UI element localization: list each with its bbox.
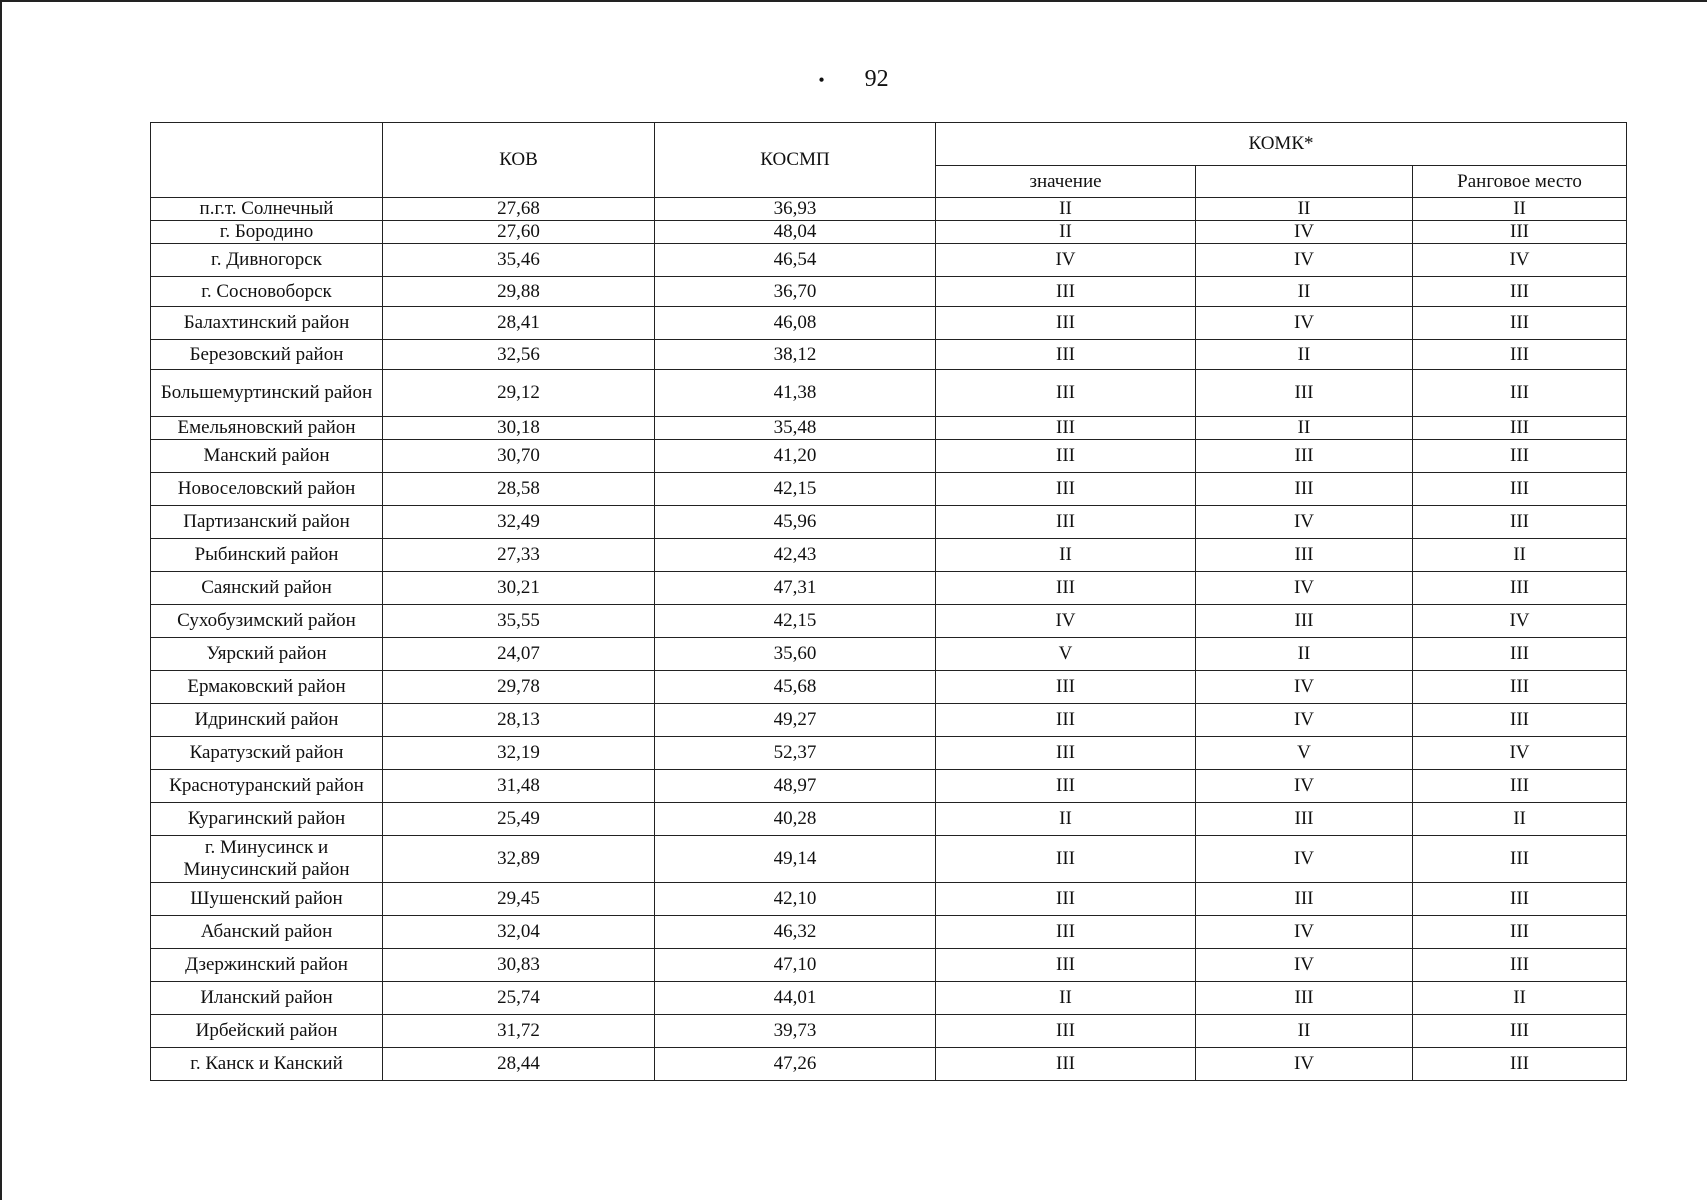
- cell-kosmp: 49,14: [655, 836, 936, 883]
- cell-kosmp: 49,27: [655, 704, 936, 737]
- cell-komk-value: III: [936, 506, 1196, 539]
- cell-komk-value: III: [936, 440, 1196, 473]
- cell-kosmp: 47,26: [655, 1048, 936, 1081]
- table-row: [151, 949, 1627, 982]
- cell-komk-rank: III: [1413, 370, 1627, 417]
- cell-region: Шушенский район: [151, 883, 383, 916]
- cell-komk-rank: III: [1413, 1048, 1627, 1081]
- cell-region: Рыбинский район: [151, 539, 383, 572]
- cell-region: г. Дивногорск: [151, 244, 383, 277]
- table-row: [151, 1048, 1627, 1081]
- cell-komk-2: III: [1196, 440, 1413, 473]
- cell-komk-value: III: [936, 1048, 1196, 1081]
- cell-komk-rank: III: [1413, 473, 1627, 506]
- table-row: [151, 417, 1627, 440]
- cell-komk-2: IV: [1196, 1048, 1413, 1081]
- cell-komk-value: IV: [936, 244, 1196, 277]
- cell-komk-value: II: [936, 982, 1196, 1015]
- cell-kov: 29,12: [383, 370, 655, 417]
- cell-kov: 32,19: [383, 737, 655, 770]
- cell-region: Емельяновский район: [151, 417, 383, 440]
- cell-kosmp: 47,10: [655, 949, 936, 982]
- cell-region: Сухобузимский район: [151, 605, 383, 638]
- cell-komk-2: III: [1196, 605, 1413, 638]
- cell-komk-2: V: [1196, 737, 1413, 770]
- cell-kosmp: 52,37: [655, 737, 936, 770]
- cell-kosmp: 42,43: [655, 539, 936, 572]
- cell-region: Абанский район: [151, 916, 383, 949]
- cell-komk-2: II: [1196, 638, 1413, 671]
- cell-komk-rank: IV: [1413, 244, 1627, 277]
- header-region: [151, 123, 383, 198]
- cell-komk-2: IV: [1196, 307, 1413, 340]
- cell-kov: 24,07: [383, 638, 655, 671]
- cell-region: г. Бородино: [151, 221, 383, 244]
- cell-kov: 27,33: [383, 539, 655, 572]
- cell-komk-2: II: [1196, 417, 1413, 440]
- table-row: [151, 605, 1627, 638]
- cell-komk-value: II: [936, 803, 1196, 836]
- cell-kosmp: 35,48: [655, 417, 936, 440]
- cell-komk-value: III: [936, 949, 1196, 982]
- cell-region: Краснотуранский район: [151, 770, 383, 803]
- cell-kosmp: 38,12: [655, 340, 936, 370]
- cell-kosmp: 42,15: [655, 473, 936, 506]
- table-row: [151, 982, 1627, 1015]
- cell-komk-value: III: [936, 883, 1196, 916]
- cell-komk-rank: III: [1413, 883, 1627, 916]
- cell-komk-rank: II: [1413, 539, 1627, 572]
- cell-komk-rank: III: [1413, 704, 1627, 737]
- cell-kov: 29,78: [383, 671, 655, 704]
- cell-kosmp: 44,01: [655, 982, 936, 1015]
- cell-komk-value: III: [936, 671, 1196, 704]
- cell-komk-rank: III: [1413, 340, 1627, 370]
- cell-region: г. Минусинск и Минусинский район: [151, 836, 383, 883]
- cell-kosmp: 36,93: [655, 198, 936, 221]
- header-kosmp: КОСМП: [655, 123, 936, 198]
- cell-kov: 25,49: [383, 803, 655, 836]
- cell-kov: 32,56: [383, 340, 655, 370]
- cell-komk-2: IV: [1196, 916, 1413, 949]
- cell-komk-value: III: [936, 770, 1196, 803]
- cell-komk-value: III: [936, 737, 1196, 770]
- cell-kosmp: 47,31: [655, 572, 936, 605]
- cell-komk-rank: II: [1413, 803, 1627, 836]
- header-komk-value: значение: [936, 166, 1196, 198]
- cell-komk-2: IV: [1196, 671, 1413, 704]
- cell-region: Уярский район: [151, 638, 383, 671]
- cell-komk-2: III: [1196, 803, 1413, 836]
- cell-komk-rank: III: [1413, 836, 1627, 883]
- cell-kov: 29,88: [383, 277, 655, 307]
- table-row: [151, 307, 1627, 340]
- cell-kosmp: 40,28: [655, 803, 936, 836]
- cell-komk-2: IV: [1196, 506, 1413, 539]
- cell-kosmp: 45,96: [655, 506, 936, 539]
- table-row: [151, 440, 1627, 473]
- cell-komk-rank: III: [1413, 506, 1627, 539]
- table-row: [151, 836, 1627, 883]
- cell-komk-rank: III: [1413, 770, 1627, 803]
- cell-kosmp: 46,54: [655, 244, 936, 277]
- cell-kov: 31,72: [383, 1015, 655, 1048]
- cell-komk-value: III: [936, 1015, 1196, 1048]
- table-row: [151, 340, 1627, 370]
- cell-region: Курагинский район: [151, 803, 383, 836]
- cell-komk-2: IV: [1196, 244, 1413, 277]
- cell-kov: 30,21: [383, 572, 655, 605]
- cell-region: Дзержинский район: [151, 949, 383, 982]
- table-row: [151, 704, 1627, 737]
- cell-kov: 35,55: [383, 605, 655, 638]
- cell-kov: 28,44: [383, 1048, 655, 1081]
- cell-kosmp: 42,10: [655, 883, 936, 916]
- cell-kosmp: 41,38: [655, 370, 936, 417]
- cell-kosmp: 46,08: [655, 307, 936, 340]
- cell-kov: 32,89: [383, 836, 655, 883]
- cell-komk-value: III: [936, 572, 1196, 605]
- page-number: [0, 66, 1707, 93]
- cell-kov: 32,49: [383, 506, 655, 539]
- cell-komk-value: III: [936, 417, 1196, 440]
- data-table: [150, 122, 1627, 1081]
- cell-komk-value: III: [936, 473, 1196, 506]
- table-row: [151, 198, 1627, 221]
- cell-komk-rank: III: [1413, 307, 1627, 340]
- cell-komk-2: IV: [1196, 572, 1413, 605]
- table-header: [151, 123, 1627, 198]
- header-komk: КОМК*: [936, 123, 1627, 166]
- header-komk-rank: Ранговое место: [1413, 166, 1627, 198]
- table-row: [151, 638, 1627, 671]
- cell-komk-value: IV: [936, 605, 1196, 638]
- cell-kov: 27,60: [383, 221, 655, 244]
- cell-region: Партизанский район: [151, 506, 383, 539]
- cell-komk-value: III: [936, 916, 1196, 949]
- page-number-text: 92: [864, 66, 889, 92]
- table-row: [151, 770, 1627, 803]
- cell-region: г. Сосновоборск: [151, 277, 383, 307]
- cell-komk-rank: IV: [1413, 605, 1627, 638]
- cell-komk-value: II: [936, 198, 1196, 221]
- cell-kov: 32,04: [383, 916, 655, 949]
- cell-komk-value: III: [936, 836, 1196, 883]
- cell-komk-rank: II: [1413, 982, 1627, 1015]
- cell-komk-value: II: [936, 539, 1196, 572]
- cell-komk-rank: IV: [1413, 737, 1627, 770]
- cell-kosmp: 41,20: [655, 440, 936, 473]
- cell-komk-2: IV: [1196, 770, 1413, 803]
- cell-komk-rank: III: [1413, 949, 1627, 982]
- cell-komk-2: III: [1196, 370, 1413, 417]
- cell-komk-2: II: [1196, 198, 1413, 221]
- cell-kov: 28,41: [383, 307, 655, 340]
- cell-komk-rank: III: [1413, 671, 1627, 704]
- cell-komk-rank: III: [1413, 277, 1627, 307]
- header-kov: КОВ: [383, 123, 655, 198]
- cell-kosmp: 39,73: [655, 1015, 936, 1048]
- cell-kov: 28,58: [383, 473, 655, 506]
- header-komk-blank: [1196, 166, 1413, 198]
- cell-region: Идринский район: [151, 704, 383, 737]
- cell-komk-2: IV: [1196, 221, 1413, 244]
- table-row: [151, 883, 1627, 916]
- cell-komk-2: III: [1196, 883, 1413, 916]
- cell-region: Каратузский район: [151, 737, 383, 770]
- page-mark: •: [818, 69, 825, 90]
- cell-komk-2: IV: [1196, 704, 1413, 737]
- cell-komk-value: III: [936, 307, 1196, 340]
- cell-komk-value: II: [936, 221, 1196, 244]
- cell-kosmp: 46,32: [655, 916, 936, 949]
- cell-komk-2: III: [1196, 539, 1413, 572]
- cell-kosmp: 48,04: [655, 221, 936, 244]
- cell-region: г. Канск и Канский: [151, 1048, 383, 1081]
- cell-kosmp: 45,68: [655, 671, 936, 704]
- cell-komk-2: IV: [1196, 949, 1413, 982]
- cell-region: Саянский район: [151, 572, 383, 605]
- cell-region: Манский район: [151, 440, 383, 473]
- cell-komk-rank: III: [1413, 221, 1627, 244]
- cell-kosmp: 48,97: [655, 770, 936, 803]
- cell-komk-rank: III: [1413, 916, 1627, 949]
- cell-kosmp: 36,70: [655, 277, 936, 307]
- table-row: [151, 473, 1627, 506]
- cell-komk-rank: III: [1413, 638, 1627, 671]
- table-row: [151, 221, 1627, 244]
- cell-kov: 30,70: [383, 440, 655, 473]
- cell-region: Березовский район: [151, 340, 383, 370]
- cell-komk-2: IV: [1196, 836, 1413, 883]
- table-row: [151, 539, 1627, 572]
- cell-komk-2: III: [1196, 982, 1413, 1015]
- table-row: [151, 737, 1627, 770]
- cell-region: п.г.т. Солнечный: [151, 198, 383, 221]
- table-row: [151, 506, 1627, 539]
- cell-kov: 29,45: [383, 883, 655, 916]
- cell-kov: 27,68: [383, 198, 655, 221]
- cell-komk-value: III: [936, 340, 1196, 370]
- cell-komk-2: II: [1196, 340, 1413, 370]
- cell-komk-rank: II: [1413, 198, 1627, 221]
- table-row: [151, 803, 1627, 836]
- table-body: [151, 198, 1627, 1081]
- cell-kosmp: 42,15: [655, 605, 936, 638]
- cell-komk-2: III: [1196, 473, 1413, 506]
- cell-kosmp: 35,60: [655, 638, 936, 671]
- table-row: [151, 916, 1627, 949]
- cell-region: Новоселовский район: [151, 473, 383, 506]
- cell-region: Ермаковский район: [151, 671, 383, 704]
- cell-komk-value: III: [936, 704, 1196, 737]
- table-row: [151, 1015, 1627, 1048]
- table-row: [151, 277, 1627, 307]
- cell-komk-rank: III: [1413, 572, 1627, 605]
- cell-komk-value: III: [936, 277, 1196, 307]
- cell-komk-rank: III: [1413, 440, 1627, 473]
- cell-kov: 25,74: [383, 982, 655, 1015]
- cell-kov: 30,18: [383, 417, 655, 440]
- table-row: [151, 572, 1627, 605]
- cell-komk-value: V: [936, 638, 1196, 671]
- cell-komk-rank: III: [1413, 1015, 1627, 1048]
- cell-kov: 28,13: [383, 704, 655, 737]
- table-row: [151, 370, 1627, 417]
- cell-kov: 35,46: [383, 244, 655, 277]
- cell-region: Ирбейский район: [151, 1015, 383, 1048]
- table-row: [151, 244, 1627, 277]
- cell-kov: 31,48: [383, 770, 655, 803]
- cell-komk-rank: III: [1413, 417, 1627, 440]
- table-row: [151, 671, 1627, 704]
- cell-region: Большемуртинский район: [151, 370, 383, 417]
- cell-komk-2: II: [1196, 277, 1413, 307]
- cell-komk-value: III: [936, 370, 1196, 417]
- cell-region: Балахтинский район: [151, 307, 383, 340]
- cell-komk-2: II: [1196, 1015, 1413, 1048]
- cell-region: Иланский район: [151, 982, 383, 1015]
- cell-kov: 30,83: [383, 949, 655, 982]
